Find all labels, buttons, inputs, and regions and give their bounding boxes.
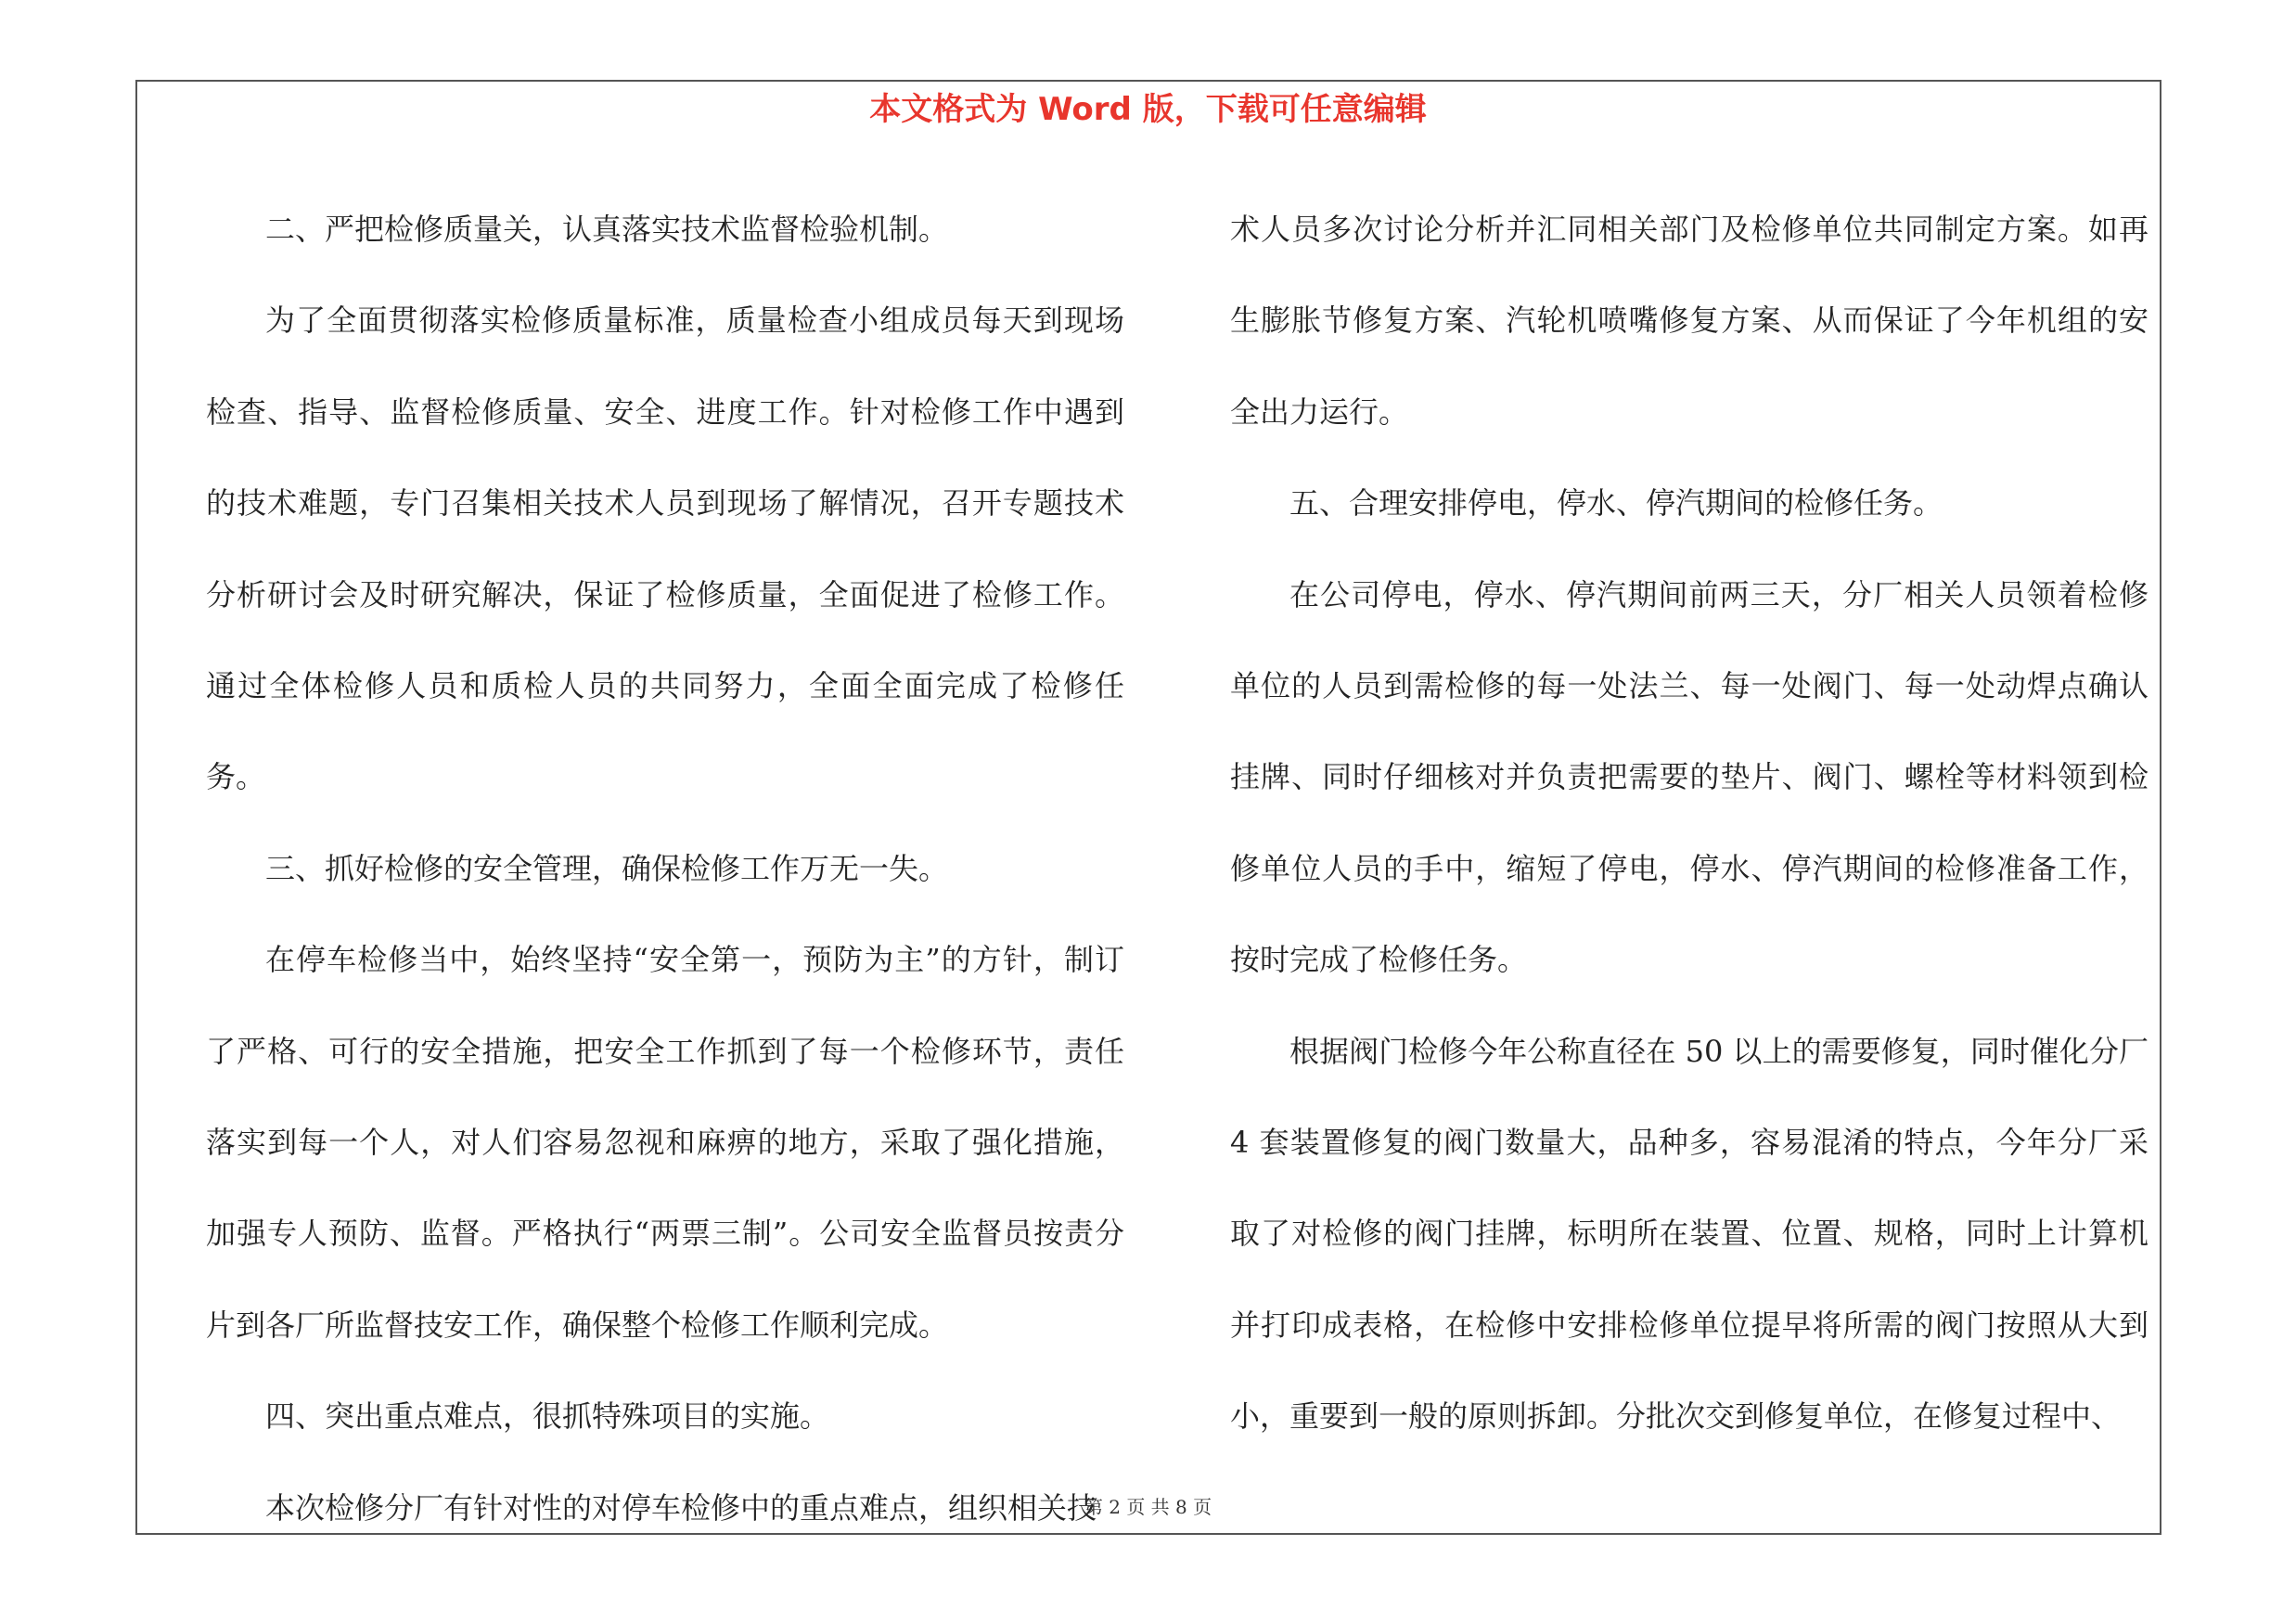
document-header-banner: 本文格式为 Word 版，下载可任意编辑 xyxy=(869,91,1427,128)
page-number-footer: 第 2 页 共 8 页 xyxy=(1084,1496,1212,1518)
section-heading: 二、严把检修质量关，认真落实技术监督检验机制。 xyxy=(265,212,949,247)
body-paragraph: 根据阀门检修今年公称直径在 50 以上的需要修复，同时催化分厂 4 套装置修复的阀门数量大，品种多，容易混淆的特点，今年分厂采取了对检修的阀门挂牌，标明所在装置、位置、规格，同时上计算机并打印成表格，在检修中安排检修单位提早将所需的阀门按照从大到小，重要到一般的原则拆卸。分批次交到修复单位，在修复过程中、 xyxy=(1230,1033,2148,1435)
body-paragraph: 本次检修分厂有针对性的对停车检修中的重点难点，组织相关技 xyxy=(265,1489,1097,1526)
body-paragraph: 在停车检修当中，始终坚持“安全第一，预防为主”的方针，制订了严格、可行的安全措施，把安全工作抓到了每一个检修环节，责任落实到每一个人，对人们容易忽视和麻痹的地方，采取了强化措施，加强专人预防、监督。严格执行“两票三制”。公司安全监督员按责分片到各厂所监督技安工作，确保整个检修工作顺利完成。 xyxy=(206,942,1124,1343)
body-paragraph: 为了全面贯彻落实检修质量标准，质量检查小组成员每天到现场检查、指导、监督检修质量、安全、进度工作。针对检修工作中遇到的技术难题，专门召集相关技术人员到现场了解情况，召开专题技术分析研讨会及时研究解决，保证了检修质量，全面促进了检修工作。通过全体检修人员和质检人员的共同努力，全面全面完成了检修任务。 xyxy=(206,303,1124,795)
section-heading: 五、合理安排停电，停水、停汽期间的检修任务。 xyxy=(1289,485,1943,522)
right-text-column xyxy=(1230,184,2148,1462)
body-paragraph: 在公司停电，停水、停汽期间前两三天，分厂相关人员领着检修单位的人员到需检修的每一处法兰、每一处阀门、每一处动焊点确认挂牌、同时仔细核对并负责把需要的垫片、阀门、螺栓等材料领到检修单位人员的手中，缩短了停电，停水、停汽期间的检修准备工作，按时完成了检修任务。 xyxy=(1230,576,2148,978)
body-paragraph-continued: 术人员多次讨论分析并汇同相关部门及检修单位共同制定方案。如再生膨胀节修复方案、汽轮机喷嘴修复方案、从而保证了今年机组的安全出力运行。 xyxy=(1230,212,2148,430)
left-text-column xyxy=(206,184,1124,1553)
section-heading: 三、抓好检修的安全管理，确保检修工作万无一失。 xyxy=(265,850,949,886)
section-heading: 四、突出重点难点，很抓特殊项目的实施。 xyxy=(265,1398,830,1435)
